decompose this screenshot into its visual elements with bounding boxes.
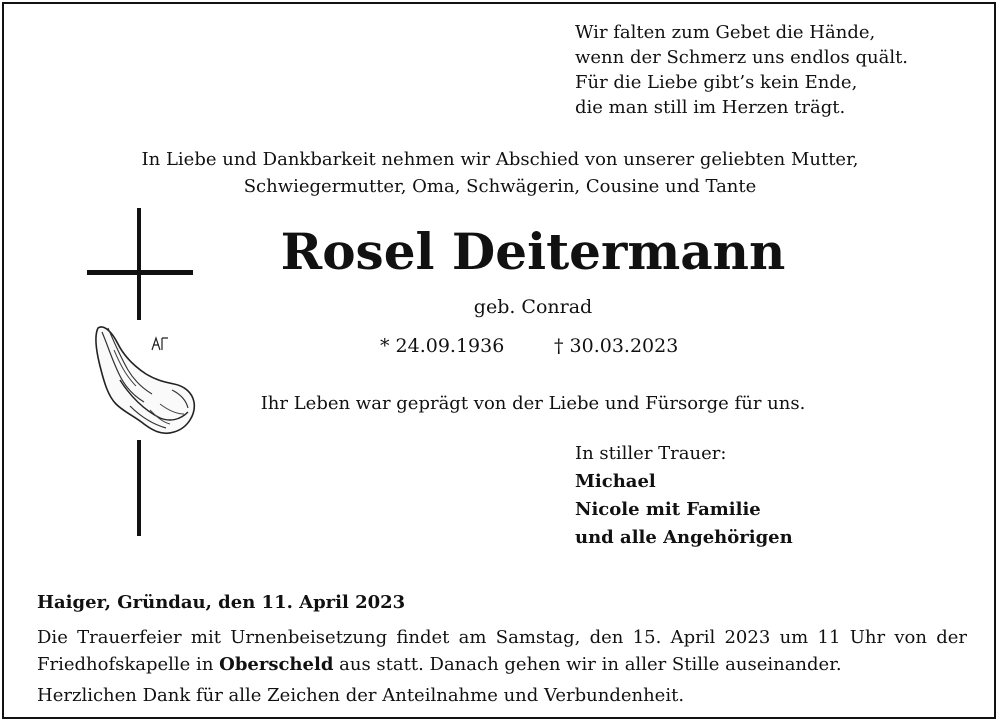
thanks-line: Herzlichen Dank für alle Zeichen der Anteilnahme und Verbundenheit. <box>37 685 685 706</box>
mourners-block <box>575 440 793 552</box>
birth-date: * 24.09.1936 <box>380 335 505 357</box>
mourners-heading: In stiller Trauer: <box>575 443 727 464</box>
ceremony-text-start: Die Trauerfeier mit Urnenbeisetzung findet am Samstag, den 15. April 2023 um 11 Uhr von der Friedhofskapelle in <box>37 627 967 675</box>
poem-line: wenn der Schmerz uns endlos quält. <box>575 47 909 68</box>
praying-hands-icon <box>90 320 200 440</box>
intro-line: In Liebe und Dankbarkeit nehmen wir Abschied von unserer geliebten Mutter, <box>141 149 859 170</box>
poem-line: Für die Liebe gibt’s kein Ende, <box>575 72 858 93</box>
mourner-name: und alle Angehörigen <box>575 527 793 548</box>
deceased-name: Rosel Deitermann <box>280 222 786 281</box>
poem-line: Wir falten zum Gebet die Hände, <box>575 22 876 43</box>
intro-text <box>0 146 1000 200</box>
birth-name: geb. Conrad <box>473 296 593 318</box>
poem-line: die man still im Herzen trägt. <box>575 97 846 118</box>
poem <box>575 20 908 120</box>
ceremony-location: Oberscheld <box>219 654 334 675</box>
intro-line: Schwiegermutter, Oma, Schwägerin, Cousine und Tante <box>243 176 757 197</box>
mourner-name: Nicole mit Familie <box>575 499 761 520</box>
legacy-line: Ihr Leben war geprägt von der Liebe und Fürsorge für uns. <box>260 393 806 414</box>
ceremony-text <box>37 624 967 678</box>
death-date: † 30.03.2023 <box>554 335 679 357</box>
mourner-name: Michael <box>575 471 656 492</box>
place-date: Haiger, Gründau, den 11. April 2023 <box>37 592 406 613</box>
footer <box>37 589 967 709</box>
ceremony-text-end: aus statt. Danach gehen wir in aller Stille auseinander. <box>333 654 842 675</box>
